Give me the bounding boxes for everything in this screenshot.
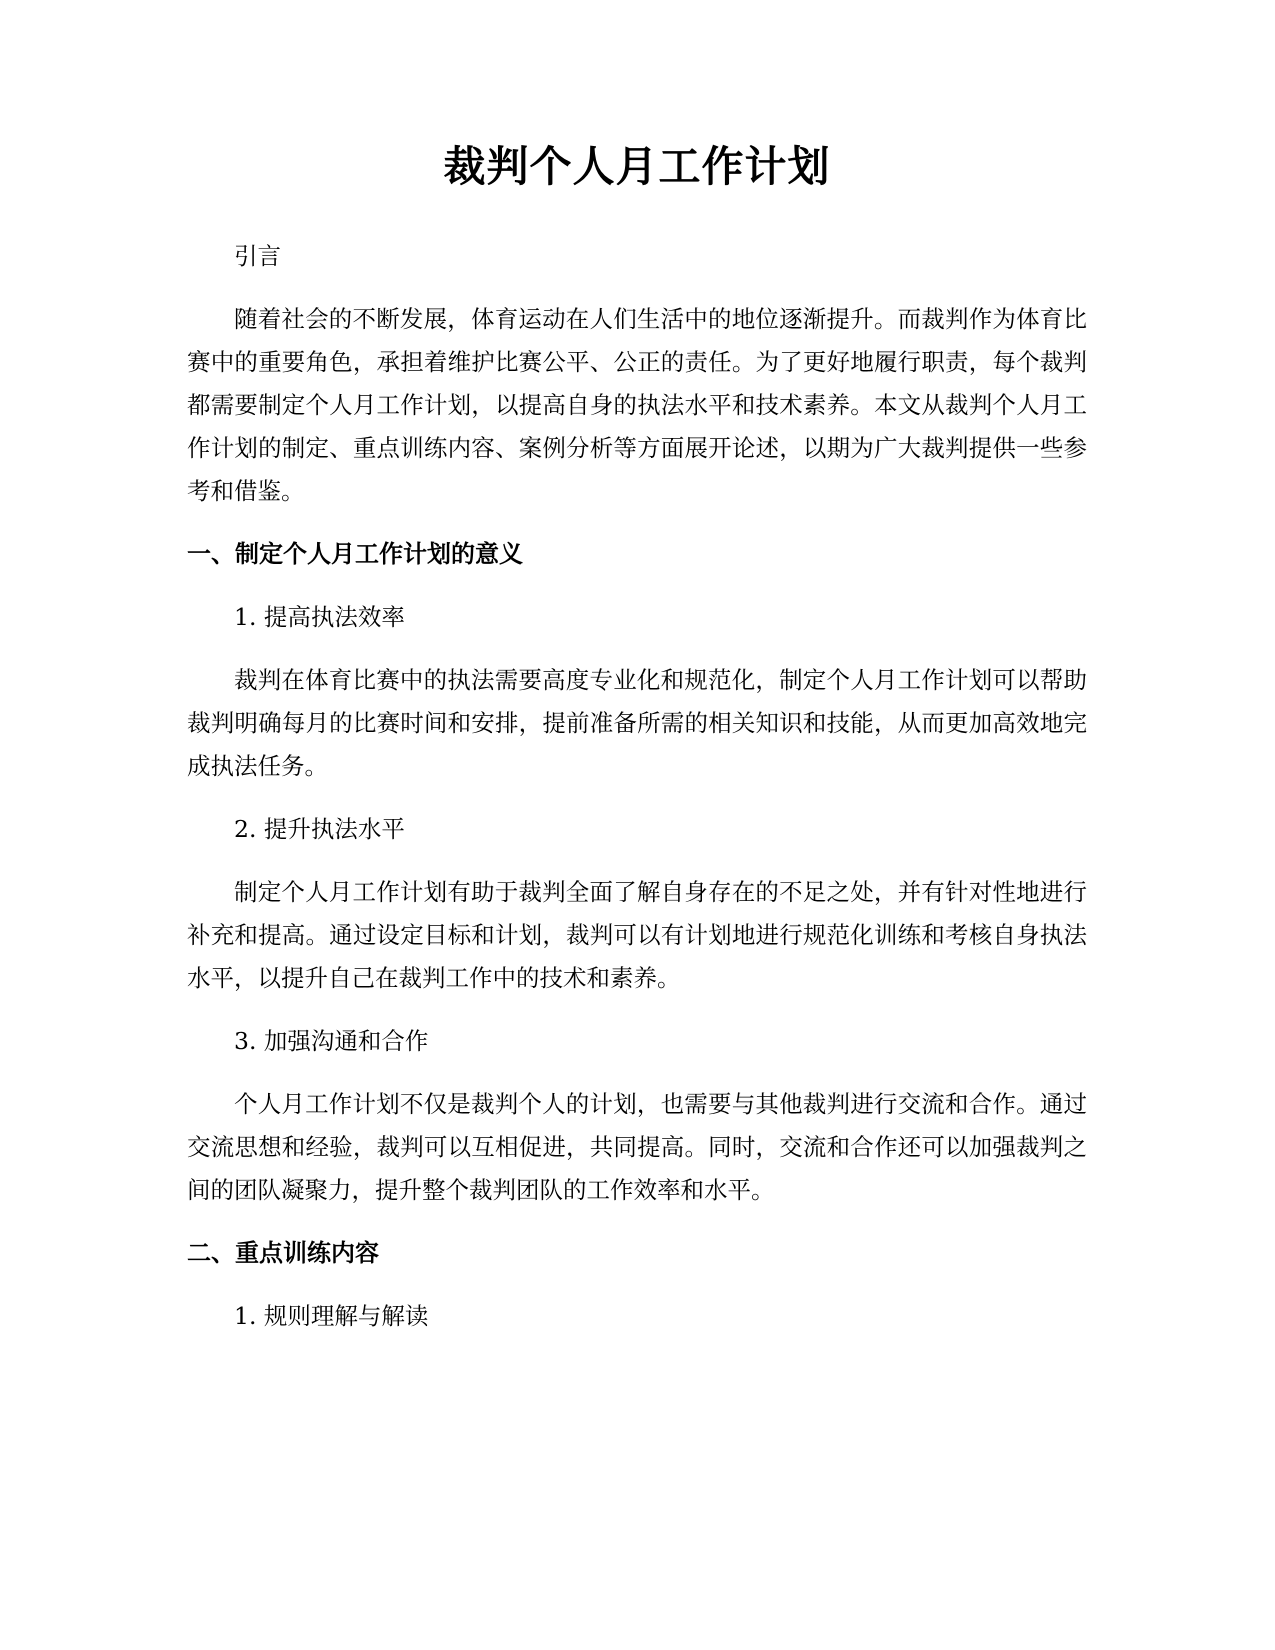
intro-label: 引言 bbox=[234, 241, 281, 270]
section-heading-1: 一、制定个人月工作计划的意义 bbox=[187, 539, 523, 568]
subheading-2-1: 1. 规则理解与解读 bbox=[234, 1301, 429, 1330]
subheading-1-2: 2. 提升执法水平 bbox=[234, 814, 405, 843]
subheading-1-1: 1. 提高执法效率 bbox=[234, 602, 405, 631]
section-heading-2: 二、重点训练内容 bbox=[187, 1238, 379, 1267]
paragraph-1-1: 裁判在体育比赛中的执法需要高度专业化和规范化，制定个人月工作计划可以帮助裁判明确每月的比赛时间和安排，提前准备所需的相关知识和技能，从而更加高效地完成执法任务。 bbox=[187, 665, 1087, 780]
paragraph-1-2: 制定个人月工作计划有助于裁判全面了解自身存在的不足之处，并有针对性地进行补充和提高。通过设定目标和计划，裁判可以有计划地进行规范化训练和考核自身执法水平，以提升自己在裁判工作中的技术和素养。 bbox=[187, 877, 1087, 992]
intro-paragraph: 随着社会的不断发展，体育运动在人们生活中的地位逐渐提升。而裁判作为体育比赛中的重要角色，承担着维护比赛公平、公正的责任。为了更好地履行职责，每个裁判都需要制定个人月工作计划，以提高自身的执法水平和技术素养。本文从裁判个人月工作计划的制定、重点训练内容、案例分析等方面展开论述，以期为广大裁判提供一些参考和借鉴。 bbox=[187, 304, 1087, 505]
subheading-1-3: 3. 加强沟通和合作 bbox=[234, 1026, 429, 1055]
document-title: 裁判个人月工作计划 bbox=[443, 142, 831, 191]
paragraph-1-3: 个人月工作计划不仅是裁判个人的计划，也需要与其他裁判进行交流和合作。通过交流思想和经验，裁判可以互相促进，共同提高。同时，交流和合作还可以加强裁判之间的团队凝聚力，提升整个裁判团队的工作效率和水平。 bbox=[187, 1089, 1087, 1204]
document-body bbox=[187, 140, 1087, 1358]
